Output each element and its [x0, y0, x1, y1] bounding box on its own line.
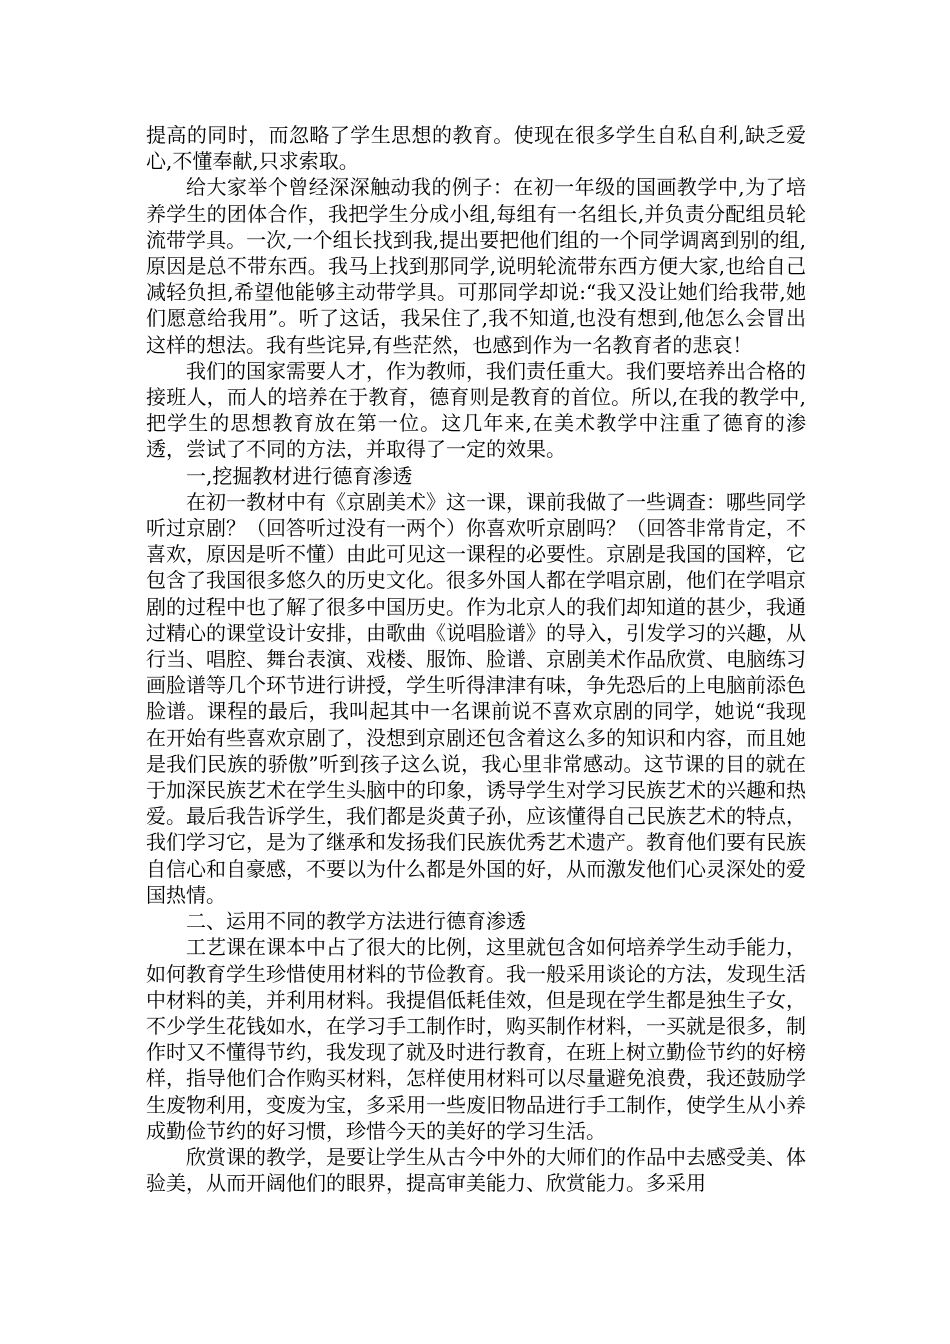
paragraph-2: 给大家举个曾经深深触动我的例子：在初一年级的国画教学中,为了培养学生的团体合作，我把学生分成小组,每组有一名组长,并负责分配组员轮流带学具。一次,一个组长找到我,提出要把他们组的一个同学调离到别的组,原因是总不带东西。我马上找到那同学,说明轮流带东西方便大家,也给自己减轻负担,希望他能够主动带学具。可那同学却说:“我又没让她们给我带,她们愿意给我用”。听了这话，我呆住了,我不知道,也没有想到,他怎么会冒出这样的想法。我有些诧异,有些茫然，也感到作为一名教育者的悲哀！	[146, 175, 806, 357]
section-heading-1: 一,挖掘教材进行德育渗透	[186, 463, 413, 488]
body-text	[146, 122, 806, 1196]
paragraph-6: 欣赏课的教学，是要让学生从古今中外的大师们的作品中去感受美、体验美，从而开阔他们的眼界，提高审美能力、欣赏能力。多采用	[146, 1144, 806, 1196]
section-heading-2: 二、运用不同的教学方法进行德育渗透	[186, 909, 526, 934]
paragraph-4: 在初一教材中有《京剧美术》这一课，课前我做了一些调查：哪些同学听过京剧？（回答听过没有一两个）你喜欢听京剧吗？（回答非常肯定，不喜欢，原因是听不懂）由此可见这一课程的必要性。京剧是我国的国粹，它包含了我国很多悠久的历史文化。很多外国人都在学唱京剧，他们在学唱京剧的过程中也了解了很多中国历史。作为北京人的我们却知道的甚少，我通过精心的课堂设计安排，由歌曲《说唱脸谱》的导入，引发学习的兴趣，从行当、唱腔、舞台表演、戏楼、服饰、脸谱、京剧美术作品欣赏、电脑练习画脸谱等几个环节进行讲授，学生听得津津有味，争先恐后的上电脑前添色脸谱。课程的最后，我叫起其中一名课前说不喜欢京剧的同学，她说“我现在开始有些喜欢京剧了，没想到京剧还包含着这么多的知识和内容，而且她是我们民族的骄傲”听到孩子这么说，我心里非常感动。这节课的目的就在于加深民族艺术在学生头脑中的印象，诱导学生对学习民族艺术的兴趣和热爱。最后我告诉学生，我们都是炎黄子孙，应该懂得自己民族艺术的特点，我们学习它，是为了继承和发扬我们民族优秀艺术遗产。教育他们要有民族自信心和自豪感，不要以为什么都是外国的好，从而激发他们心灵深处的爱国热情。	[146, 489, 806, 907]
paragraph-1: 提高的同时，而忽略了学生思想的教育。使现在很多学生自私自利,缺乏爱心,不懂奉献,只求索取。	[146, 123, 806, 174]
paragraph-3: 我们的国家需要人才，作为教师，我们责任重大。我们要培养出合格的接班人，而人的培养在于教育，德育则是教育的首位。所以,在我的教学中,把学生的思想教育放在第一位。这几年来,在美术教学中注重了德育的渗透，尝试了不同的方法，并取得了一定的效果。	[146, 358, 806, 462]
paragraph-5: 工艺课在课本中占了很大的比例，这里就包含如何培养学生动手能力，如何教育学生珍惜使用材料的节俭教育。我一般采用谈论的方法，发现生活中材料的美，并利用材料。我提倡低耗佳效，但是现在学生都是独生子女，不少学生花钱如水，在学习手工制作时，购买制作材料，一买就是很多，制作时又不懂得节约，我发现了就及时进行教育，在班上树立勤俭节约的好榜样，指导他们合作购买材料，怎样使用材料可以尽量避免浪费，我还鼓励学生废物利用，变废为宝，多采用一些废旧物品进行手工制作，使学生从小养成勤俭节约的好习惯，珍惜今天的美好的学习生活。	[146, 935, 806, 1143]
